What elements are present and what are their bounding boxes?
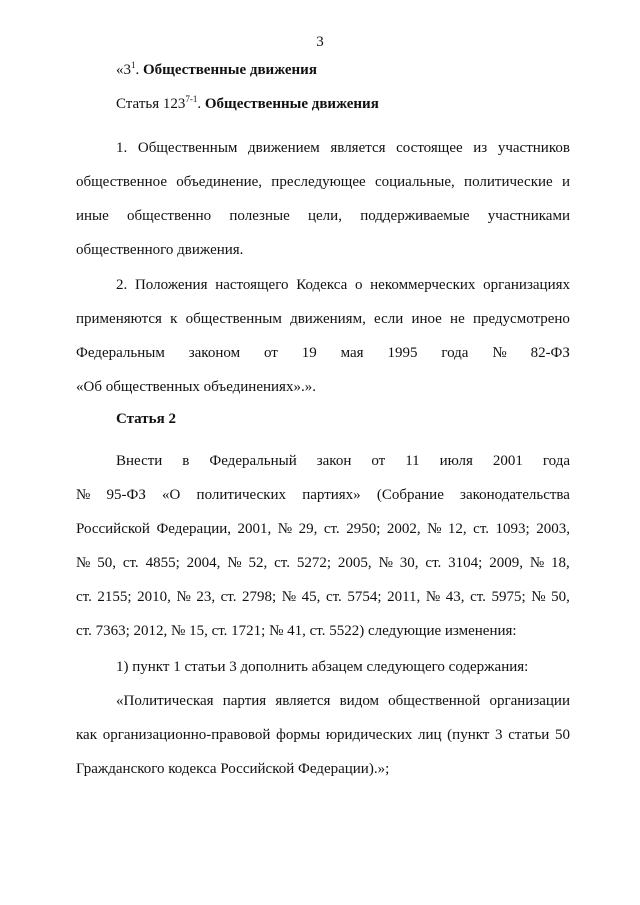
word: Общественным bbox=[137, 140, 238, 156]
page-number: 3 bbox=[316, 34, 324, 50]
word: ст. bbox=[76, 589, 92, 605]
word: применяются bbox=[76, 311, 162, 327]
word: № bbox=[227, 555, 242, 571]
section-heading bbox=[116, 62, 317, 79]
paragraph-line bbox=[76, 336, 570, 370]
word: общественным bbox=[185, 311, 282, 327]
word: июля bbox=[439, 453, 473, 469]
word: 11 bbox=[405, 453, 420, 469]
word: партиях» bbox=[302, 487, 361, 503]
word: 45, bbox=[301, 589, 321, 605]
word: лиц bbox=[417, 727, 442, 743]
word: «О bbox=[162, 487, 181, 503]
paragraph-line bbox=[76, 478, 570, 512]
word: Кодекса bbox=[296, 277, 348, 293]
word: года bbox=[542, 453, 570, 469]
word: законодательства bbox=[460, 487, 570, 503]
word: участниками bbox=[487, 208, 570, 224]
word: 5754; bbox=[347, 589, 382, 605]
word: состоящее bbox=[396, 140, 463, 156]
article-123-heading bbox=[116, 96, 379, 113]
word: Федеральный bbox=[209, 453, 297, 469]
section-title: Общественные движения bbox=[143, 62, 317, 78]
word: иные bbox=[76, 208, 109, 224]
paragraph-line bbox=[76, 165, 570, 199]
quote-paragraph bbox=[76, 684, 570, 786]
word: № bbox=[277, 521, 293, 537]
word: 2004, bbox=[186, 555, 221, 571]
word: участников bbox=[497, 140, 570, 156]
word: ст. bbox=[323, 521, 340, 537]
word: от bbox=[371, 453, 386, 469]
word: 2798; bbox=[242, 589, 277, 605]
word: общественное bbox=[76, 174, 167, 190]
word: мая bbox=[340, 345, 364, 361]
article-123-suffix: . bbox=[197, 96, 202, 112]
word: от bbox=[263, 345, 278, 361]
word: о bbox=[354, 277, 363, 293]
word: некоммерческих bbox=[370, 277, 476, 293]
word: 29, bbox=[298, 521, 318, 537]
word: 82-ФЗ bbox=[530, 345, 570, 361]
word: общественно bbox=[127, 208, 212, 224]
word: если bbox=[374, 311, 404, 327]
word: 2005, bbox=[337, 555, 372, 571]
word: ст. bbox=[274, 555, 290, 571]
word: № bbox=[492, 345, 507, 361]
article-123-prefix: Статья 123 bbox=[116, 96, 186, 112]
paragraph-line: 1) пункт 1 статьи 3 дополнить абзацем следующего содержания: bbox=[116, 659, 529, 675]
word: ст. bbox=[425, 555, 442, 571]
word: № bbox=[378, 555, 393, 571]
word: настоящего bbox=[215, 277, 289, 293]
item-1 bbox=[76, 650, 570, 684]
word: 12, bbox=[447, 521, 467, 537]
word: 4855; bbox=[145, 555, 180, 571]
word: Федеральным bbox=[76, 345, 165, 361]
word: законом bbox=[188, 345, 241, 361]
word: 1995 bbox=[387, 345, 418, 361]
paragraph-line bbox=[76, 512, 570, 546]
word: № bbox=[76, 487, 91, 503]
word: (Собрание bbox=[376, 487, 444, 503]
word: Положения bbox=[134, 277, 208, 293]
word: 18, bbox=[551, 555, 570, 571]
word: цели, bbox=[308, 208, 342, 224]
word: 5272; bbox=[296, 555, 332, 571]
word: объединение, bbox=[176, 174, 263, 190]
word: юридических bbox=[325, 727, 413, 743]
word: является bbox=[330, 140, 386, 156]
word: 30, bbox=[399, 555, 419, 571]
word: социальные, bbox=[374, 174, 455, 190]
word: 2. bbox=[116, 277, 128, 293]
word: 2002, bbox=[386, 521, 421, 537]
word: 2001, bbox=[237, 521, 272, 537]
section-suffix: . bbox=[135, 62, 140, 78]
word: видом bbox=[339, 693, 380, 709]
word: № bbox=[76, 555, 91, 571]
paragraph-line bbox=[76, 580, 570, 614]
word: организационно-правовой bbox=[102, 727, 271, 743]
word: года bbox=[441, 345, 469, 361]
word: 52, bbox=[248, 555, 268, 571]
paragraph-line bbox=[76, 199, 570, 233]
word: 5975; bbox=[491, 589, 526, 605]
word: и bbox=[561, 174, 570, 190]
word: политических bbox=[196, 487, 287, 503]
word: № bbox=[427, 521, 442, 537]
paragraph-line bbox=[76, 444, 570, 478]
word: из bbox=[473, 140, 488, 156]
word: 3104; bbox=[448, 555, 483, 571]
word: 2010, bbox=[137, 589, 171, 605]
paragraph-line bbox=[76, 684, 570, 718]
word: Федерации, bbox=[156, 521, 232, 537]
word: к bbox=[170, 311, 178, 327]
word: 50 bbox=[554, 727, 570, 743]
word: 1093; bbox=[495, 521, 530, 537]
word: № bbox=[531, 589, 546, 605]
section-sup: 1 bbox=[131, 60, 136, 70]
paragraph-line bbox=[76, 131, 570, 165]
paragraph-line bbox=[76, 302, 570, 336]
paragraph-line: общественного движения. bbox=[76, 242, 244, 258]
word: 2011, bbox=[387, 589, 421, 605]
word: движением bbox=[248, 140, 320, 156]
word: 50, bbox=[551, 589, 570, 605]
word: № bbox=[425, 589, 441, 605]
word: 50, bbox=[97, 555, 116, 571]
word: партия bbox=[222, 693, 267, 709]
word: 2003, bbox=[536, 521, 570, 537]
paragraph-line: «Об общественных объединениях».». bbox=[76, 379, 316, 395]
paragraph-2 bbox=[76, 268, 570, 404]
word: преследующее bbox=[271, 174, 366, 190]
article-123-sup: 7-1 bbox=[185, 94, 198, 104]
paragraph-line bbox=[76, 718, 570, 752]
word: ст. bbox=[473, 521, 490, 537]
word: как bbox=[76, 727, 98, 743]
word: организациях bbox=[483, 277, 570, 293]
word: 95-ФЗ bbox=[106, 487, 146, 503]
word: «Политическая bbox=[116, 693, 214, 709]
word: № bbox=[281, 589, 297, 605]
word: 23, bbox=[196, 589, 216, 605]
word: 2155; bbox=[97, 589, 132, 605]
word: является bbox=[275, 693, 331, 709]
word: (пункт bbox=[447, 727, 490, 743]
word: формы bbox=[276, 727, 321, 743]
word: не bbox=[450, 311, 465, 327]
word: движениям, bbox=[290, 311, 366, 327]
word: в bbox=[182, 453, 190, 469]
paragraph-3 bbox=[76, 444, 570, 648]
word: ст. bbox=[325, 589, 342, 605]
paragraph-1 bbox=[76, 131, 570, 267]
article-123-title: Общественные движения bbox=[204, 96, 379, 112]
word: иное bbox=[411, 311, 442, 327]
word: 1. bbox=[116, 140, 128, 156]
word: 43, bbox=[445, 589, 465, 605]
word: предусмотрено bbox=[472, 311, 570, 327]
word: закон bbox=[316, 453, 352, 469]
word: ст. bbox=[470, 589, 486, 605]
word: № bbox=[176, 589, 191, 605]
word: ст. bbox=[122, 555, 139, 571]
word: 3 bbox=[495, 727, 503, 743]
word: организации bbox=[489, 693, 570, 709]
paragraph-line: Гражданского кодекса Российской Федерации).»; bbox=[76, 761, 390, 777]
word: полезные bbox=[229, 208, 290, 224]
word: 2950; bbox=[346, 521, 381, 537]
paragraph-line: ст. 7363; 2012, № 15, ст. 1721; № 41, ст. 5522) следующие изменения: bbox=[76, 623, 517, 639]
paragraph-line bbox=[76, 268, 570, 302]
word: Российской bbox=[76, 521, 150, 537]
word: 19 bbox=[301, 345, 317, 361]
paragraph-line bbox=[76, 546, 570, 580]
word: политические bbox=[464, 174, 553, 190]
word: № bbox=[529, 555, 545, 571]
word: 2009, bbox=[489, 555, 523, 571]
word: ст. bbox=[220, 589, 237, 605]
word: Внести bbox=[116, 453, 163, 469]
section-prefix: «3 bbox=[116, 62, 131, 78]
word: общественной bbox=[388, 693, 481, 709]
word: статьи bbox=[508, 727, 550, 743]
article-2-heading: Статья 2 bbox=[116, 411, 176, 427]
word: 2001 bbox=[492, 453, 523, 469]
word: поддерживаемые bbox=[360, 208, 470, 224]
